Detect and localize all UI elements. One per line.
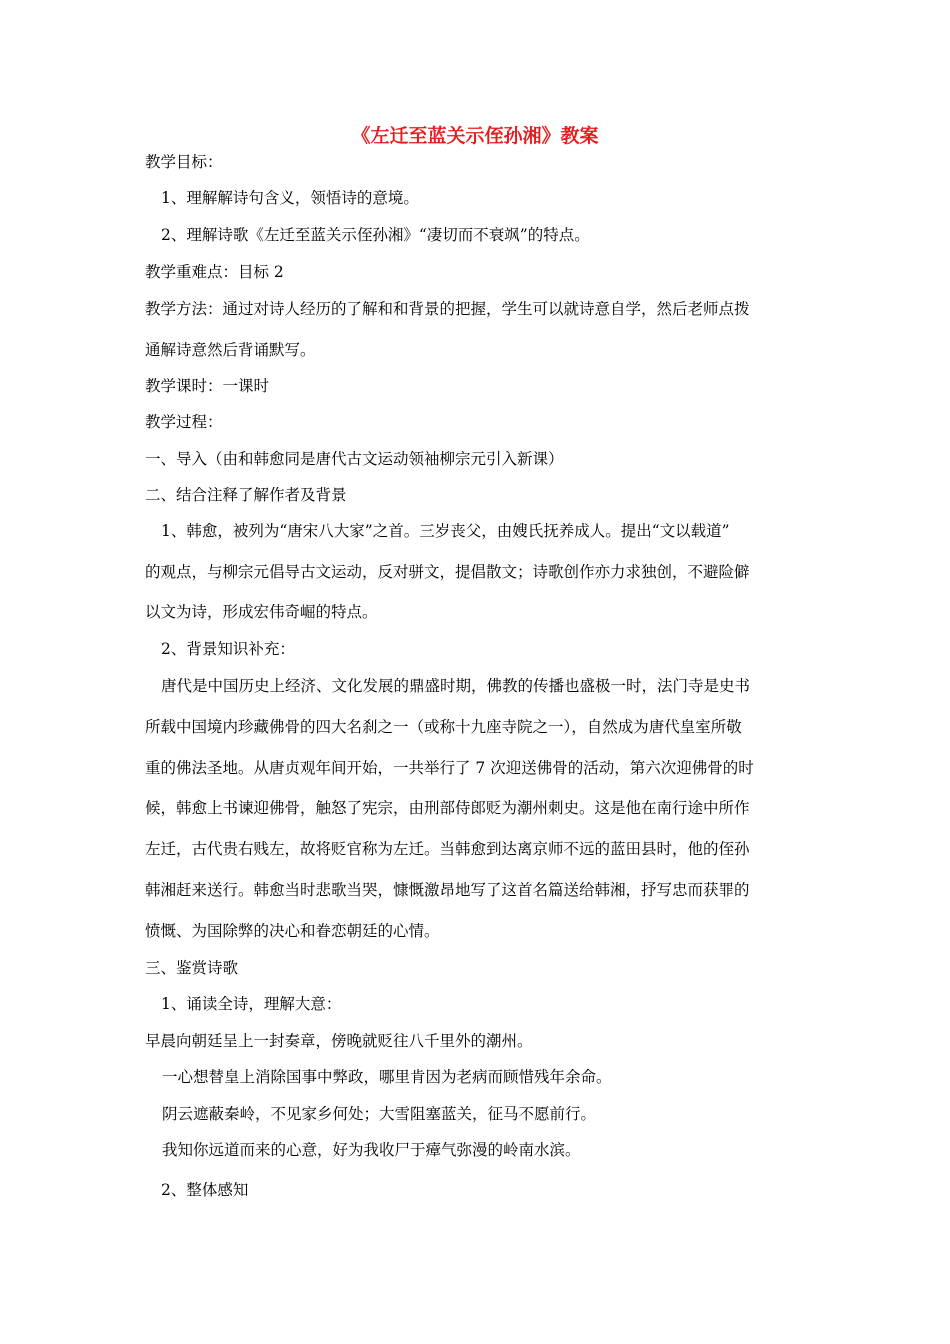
document-title: 《左迁至蓝关示侄孙湘》教案 <box>351 125 599 147</box>
author-paragraph-line-1: 1、韩愈，被列为“唐宋八大家”之首。三岁丧父，由嫂氏抚养成人。提出“文以载道” <box>161 522 730 540</box>
background-paragraph-line-3: 重的佛法圣地。从唐贞观年间开始，一共举行了 7 次迎送佛骨的活动，第六次迎佛骨的时 <box>145 759 754 777</box>
background-paragraph-line-1: 唐代是中国历史上经济、文化发展的鼎盛时期，佛教的传播也盛极一时，法门寺是史书 <box>161 677 751 695</box>
author-paragraph-line-2: 的观点，与柳宗元倡导古文运动，反对骈文，提倡散文；诗歌创作亦力求独创，不避险僻 <box>145 563 750 581</box>
heading-teaching-process: 教学过程： <box>145 413 223 431</box>
goal-item-1: 1、理解解诗句含义，领悟诗的意境。 <box>161 189 419 207</box>
background-paragraph-line-2: 所载中国境内珍藏佛骨的四大名刹之一（或称十九座寺院之一），自然成为唐代皇室所敬 <box>145 718 742 736</box>
translation-line-2: 一心想替皇上消除国事中弊政，哪里肯因为老病而顾惜残年余命。 <box>162 1068 612 1086</box>
background-paragraph-line-5: 左迁，古代贵右贱左，故将贬官称为左迁。当韩愈到达离京师不远的蓝田县时，他的侄孙 <box>145 840 750 858</box>
overall-perception-heading: 2、整体感知 <box>161 1181 249 1199</box>
heading-teaching-goals: 教学目标： <box>145 153 223 171</box>
teaching-method-line-1: 教学方法：通过对诗人经历的了解和和背景的把握，学生可以就诗意自学，然后老师点拨 <box>145 300 750 318</box>
translation-line-1: 早晨向朝廷呈上一封奏章，傍晚就贬往八千里外的潮州。 <box>145 1032 533 1050</box>
teaching-key-points: 教学重难点：目标 2 <box>145 263 284 281</box>
goal-item-2: 2、理解诗歌《左迁至蓝关示侄孙湘》“凄切而不衰飒”的特点。 <box>161 226 590 244</box>
section-poem-appreciation: 三、鉴赏诗歌 <box>145 959 239 977</box>
recite-heading: 1、诵读全诗，理解大意： <box>161 995 342 1013</box>
background-paragraph-line-6: 韩湘赶来送行。韩愈当时悲歌当哭，慷慨激昂地写了这首名篇送给韩湘，抒写忠而获罪的 <box>145 881 750 899</box>
translation-line-4: 我知你远道而来的心意，好为我收尸于瘴气弥漫的岭南水滨。 <box>162 1141 581 1159</box>
background-paragraph-line-4: 候，韩愈上书谏迎佛骨，触怒了宪宗，由刑部侍郎贬为潮州刺史。这是他在南行途中所作 <box>145 799 750 817</box>
section-intro: 一、导入（由和韩愈同是唐代古文运动领袖柳宗元引入新课） <box>145 450 564 468</box>
background-heading: 2、背景知识补充： <box>161 640 295 658</box>
teaching-method-line-2: 通解诗意然后背诵默写。 <box>145 341 316 359</box>
teaching-hours: 教学课时：一课时 <box>145 377 270 395</box>
translation-line-3: 阴云遮蔽秦岭，不见家乡何处；大雪阻塞蓝关，征马不愿前行。 <box>162 1105 597 1123</box>
section-author-background: 二、结合注释了解作者及背景 <box>145 486 347 504</box>
author-paragraph-line-3: 以文为诗，形成宏伟奇崛的特点。 <box>145 603 378 621</box>
background-paragraph-line-7: 愤慨、为国除弊的决心和眷恋朝廷的心情。 <box>145 922 440 940</box>
